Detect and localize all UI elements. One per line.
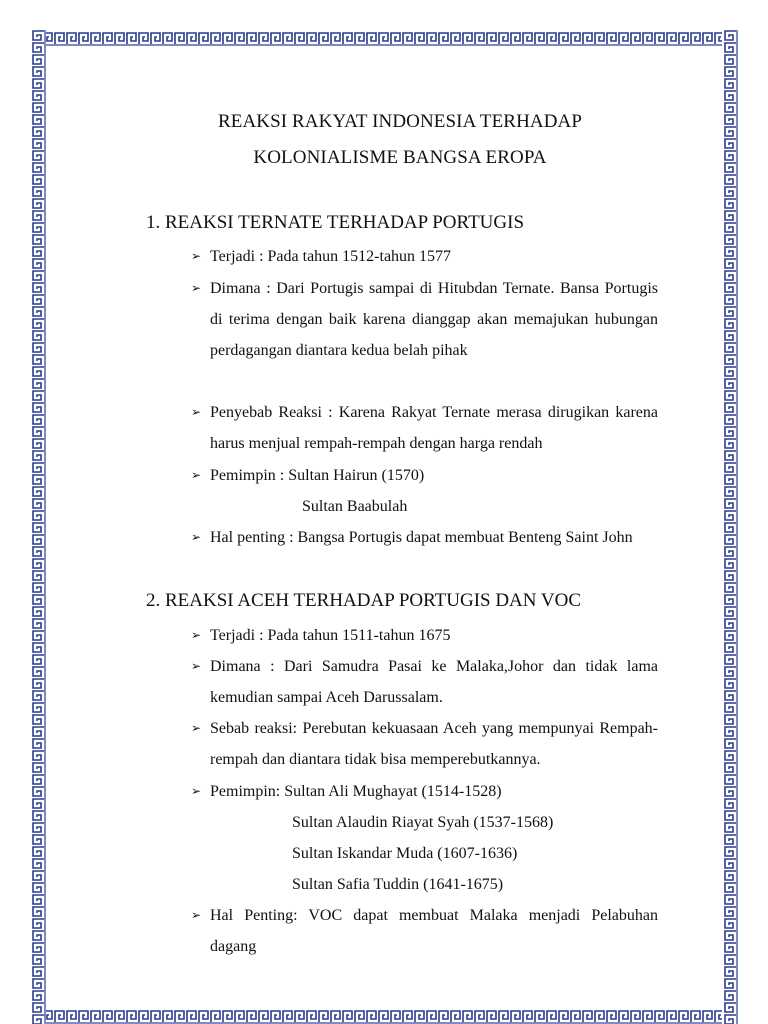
arrow-bullet-icon: ➢ xyxy=(191,530,202,544)
document-title-line1: REAKSI RAKYAT INDONESIA TERHADAP xyxy=(217,111,583,132)
decorative-border-right xyxy=(722,30,738,1024)
document-title-line2: KOLONIALISME BANGSA EROPA xyxy=(253,147,547,168)
decorative-border-bottom xyxy=(30,1008,738,1024)
arrow-bullet-icon: ➢ xyxy=(191,784,202,798)
decorative-border-left xyxy=(30,30,46,1024)
section-2-item: ➢ Pemimpin: Sultan Ali Mughayat (1514-1528) xyxy=(191,776,658,807)
arrow-bullet-icon: ➢ xyxy=(191,249,202,263)
arrow-bullet-icon: ➢ xyxy=(191,908,202,922)
section-2-heading: 2. REAKSI ACEH TERHADAP PORTUGIS DAN VOC xyxy=(146,590,582,611)
section-1-item: ➢ Terjadi : Pada tahun 1512-tahun 1577 xyxy=(191,241,658,272)
arrow-bullet-icon: ➢ xyxy=(191,628,202,642)
arrow-bullet-icon: ➢ xyxy=(191,405,202,419)
section-1-item: ➢ Pemimpin : Sultan Hairun (1570) xyxy=(191,460,658,491)
section-1-leader-extra: Sultan Baabulah xyxy=(302,498,408,515)
section-1-item: ➢ Dimana : Dari Portugis sampai di Hitubdan Ternate. Bansa Portugis di terima dengan baik karena dianggap akan memajukan hubungan perdagangan diantara kedua belah pihak xyxy=(191,273,658,366)
section-2-leader-extra: Sultan Safia Tuddin (1641-1675) xyxy=(292,876,504,893)
arrow-bullet-icon: ➢ xyxy=(191,659,202,673)
section-2-item: ➢ Dimana : Dari Samudra Pasai ke Malaka,Johor dan tidak lama kemudian sampai Aceh Darussalam. xyxy=(191,651,658,713)
section-1-item: ➢ Hal penting : Bangsa Portugis dapat membuat Benteng Saint John xyxy=(191,522,658,553)
section-2-item: ➢ Terjadi : Pada tahun 1511-tahun 1675 xyxy=(191,620,658,651)
arrow-bullet-icon: ➢ xyxy=(191,721,202,735)
section-2-item: ➢ Sebab reaksi: Perebutan kekuasaan Aceh yang mempunyai Rempah-rempah dan diantara tidak bisa memperebutkannya. xyxy=(191,713,658,775)
arrow-bullet-icon: ➢ xyxy=(191,281,202,295)
section-1-heading: 1. REAKSI TERNATE TERHADAP PORTUGIS xyxy=(146,212,525,233)
section-2-leader-extra: Sultan Alaudin Riayat Syah (1537-1568) xyxy=(292,814,554,831)
section-1-item: ➢ Penyebab Reaksi : Karena Rakyat Ternate merasa dirugikan karena harus menjual rempah-rempah dengan harga rendah xyxy=(191,397,658,459)
arrow-bullet-icon: ➢ xyxy=(191,468,202,482)
section-2-item: ➢ Hal Penting: VOC dapat membuat Malaka menjadi Pelabuhan dagang xyxy=(191,900,658,962)
decorative-border-top xyxy=(30,30,738,46)
section-2-leader-extra: Sultan Iskandar Muda (1607-1636) xyxy=(292,845,518,862)
